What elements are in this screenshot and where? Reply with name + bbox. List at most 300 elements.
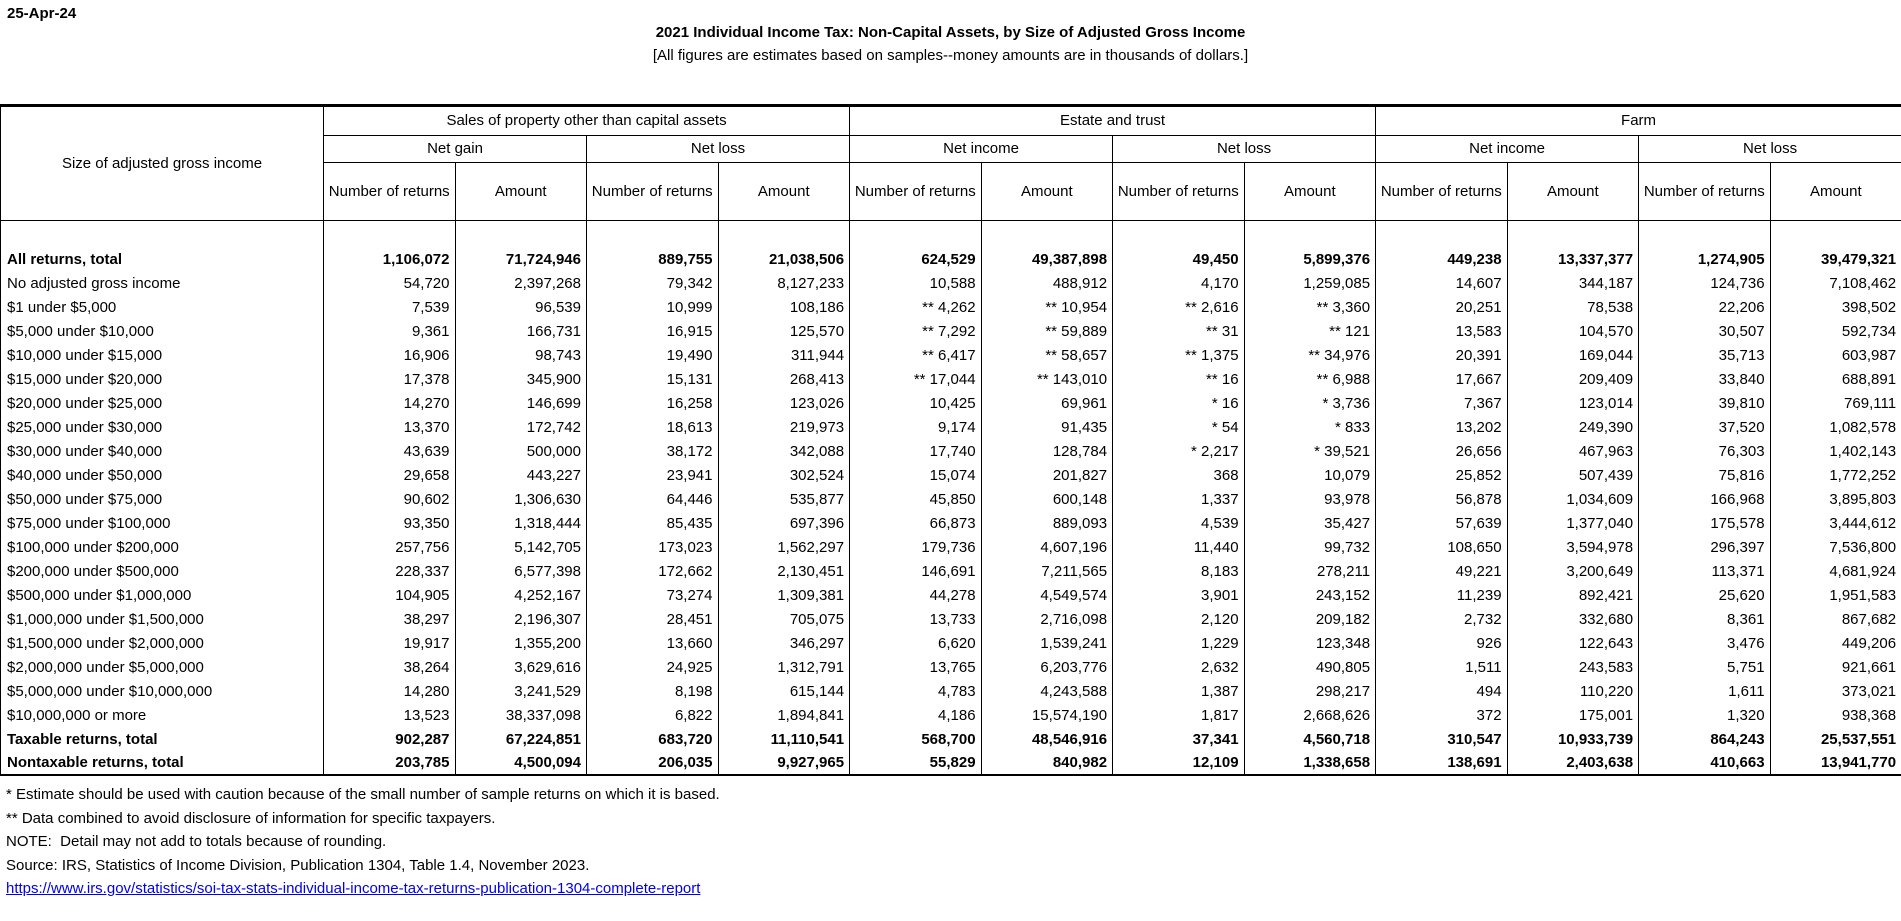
table-row bbox=[1, 751, 1901, 775]
cell: 1,817 bbox=[1113, 703, 1245, 727]
spacer-cell bbox=[1507, 220, 1639, 247]
cell: 173,023 bbox=[587, 535, 719, 559]
cell: 6,203,776 bbox=[981, 655, 1113, 679]
cell: * 833 bbox=[1244, 415, 1376, 439]
cell: 1,402,143 bbox=[1770, 439, 1901, 463]
cell: 372 bbox=[1376, 703, 1508, 727]
table-row bbox=[1, 391, 1901, 415]
cell: 64,446 bbox=[587, 487, 719, 511]
leaf-header-amount: Amount bbox=[1507, 162, 1639, 220]
page-title: 2021 Individual Income Tax: Non-Capital Assets, by Size of Adjusted Gross Income bbox=[655, 24, 1246, 41]
leaf-header-number-of-returns: Number of returns bbox=[1639, 162, 1771, 220]
cell: 2,397,268 bbox=[455, 271, 587, 295]
cell: 921,661 bbox=[1770, 655, 1901, 679]
cell: 4,783 bbox=[850, 679, 982, 703]
cell: 10,999 bbox=[587, 295, 719, 319]
cell: 85,435 bbox=[587, 511, 719, 535]
cell: 902,287 bbox=[324, 727, 456, 751]
cell: 2,716,098 bbox=[981, 607, 1113, 631]
cell: 113,371 bbox=[1639, 559, 1771, 583]
cell: 123,026 bbox=[718, 391, 850, 415]
cell: 332,680 bbox=[1507, 607, 1639, 631]
cell: ** 3,360 bbox=[1244, 295, 1376, 319]
cell: 123,014 bbox=[1507, 391, 1639, 415]
cell: 104,905 bbox=[324, 583, 456, 607]
cell: 91,435 bbox=[981, 415, 1113, 439]
leaf-header-number-of-returns: Number of returns bbox=[324, 162, 456, 220]
cell: 43,639 bbox=[324, 439, 456, 463]
row-label: No adjusted gross income bbox=[1, 271, 324, 295]
cell: 49,387,898 bbox=[981, 247, 1113, 271]
cell: 122,643 bbox=[1507, 631, 1639, 655]
cell: 15,574,190 bbox=[981, 703, 1113, 727]
cell: 49,221 bbox=[1376, 559, 1508, 583]
row-label: $15,000 under $20,000 bbox=[1, 367, 324, 391]
cell: 22,206 bbox=[1639, 295, 1771, 319]
table-row bbox=[1, 535, 1901, 559]
cell: 21,038,506 bbox=[718, 247, 850, 271]
cell: 23,941 bbox=[587, 463, 719, 487]
cell: 16,906 bbox=[324, 343, 456, 367]
cell: 20,391 bbox=[1376, 343, 1508, 367]
cell: 206,035 bbox=[587, 751, 719, 775]
cell: 615,144 bbox=[718, 679, 850, 703]
cell: 3,895,803 bbox=[1770, 487, 1901, 511]
cell: 624,529 bbox=[850, 247, 982, 271]
cell: 16,915 bbox=[587, 319, 719, 343]
cell: 769,111 bbox=[1770, 391, 1901, 415]
row-label: $30,000 under $40,000 bbox=[1, 439, 324, 463]
cell: 867,682 bbox=[1770, 607, 1901, 631]
leaf-header-amount: Amount bbox=[981, 162, 1113, 220]
cell: 16,258 bbox=[587, 391, 719, 415]
cell: 1,562,297 bbox=[718, 535, 850, 559]
cell: 683,720 bbox=[587, 727, 719, 751]
cell: 14,270 bbox=[324, 391, 456, 415]
cell: 166,731 bbox=[455, 319, 587, 343]
cell: 203,785 bbox=[324, 751, 456, 775]
cell: 4,500,094 bbox=[455, 751, 587, 775]
cell: 20,251 bbox=[1376, 295, 1508, 319]
cell: 26,656 bbox=[1376, 439, 1508, 463]
spacer-cell bbox=[850, 220, 982, 247]
cell: 3,476 bbox=[1639, 631, 1771, 655]
cell: 201,827 bbox=[981, 463, 1113, 487]
cell: 15,074 bbox=[850, 463, 982, 487]
cell: 1,355,200 bbox=[455, 631, 587, 655]
cell: 10,079 bbox=[1244, 463, 1376, 487]
row-label: $1 under $5,000 bbox=[1, 295, 324, 319]
spacer-cell bbox=[455, 220, 587, 247]
cell: 889,755 bbox=[587, 247, 719, 271]
cell: 1,309,381 bbox=[718, 583, 850, 607]
cell: ** 143,010 bbox=[981, 367, 1113, 391]
cell: 104,570 bbox=[1507, 319, 1639, 343]
cell: 12,109 bbox=[1113, 751, 1245, 775]
cell: 864,243 bbox=[1639, 727, 1771, 751]
leaf-header-number-of-returns: Number of returns bbox=[1376, 162, 1508, 220]
cell: 9,927,965 bbox=[718, 751, 850, 775]
table-row bbox=[1, 583, 1901, 607]
cell: 1,229 bbox=[1113, 631, 1245, 655]
cell: 6,822 bbox=[587, 703, 719, 727]
cell: 28,451 bbox=[587, 607, 719, 631]
cell: 66,873 bbox=[850, 511, 982, 535]
cell: 243,152 bbox=[1244, 583, 1376, 607]
cell: 128,784 bbox=[981, 439, 1113, 463]
cell: 69,961 bbox=[981, 391, 1113, 415]
cell: 9,361 bbox=[324, 319, 456, 343]
cell: 697,396 bbox=[718, 511, 850, 535]
leaf-header-number-of-returns: Number of returns bbox=[587, 162, 719, 220]
group-header-sales: Sales of property other than capital assets bbox=[324, 107, 850, 135]
row-label: $5,000,000 under $10,000,000 bbox=[1, 679, 324, 703]
cell: 79,342 bbox=[587, 271, 719, 295]
cell: 2,732 bbox=[1376, 607, 1508, 631]
cell: 1,511 bbox=[1376, 655, 1508, 679]
table-row bbox=[1, 703, 1901, 727]
row-label: $40,000 under $50,000 bbox=[1, 463, 324, 487]
leaf-header-number-of-returns: Number of returns bbox=[1113, 162, 1245, 220]
cell: 13,370 bbox=[324, 415, 456, 439]
cell: 209,409 bbox=[1507, 367, 1639, 391]
cell: 1,377,040 bbox=[1507, 511, 1639, 535]
cell: 311,944 bbox=[718, 343, 850, 367]
cell: 8,183 bbox=[1113, 559, 1245, 583]
table-row bbox=[1, 511, 1901, 535]
cell: 25,620 bbox=[1639, 583, 1771, 607]
cell: 467,963 bbox=[1507, 439, 1639, 463]
cell: 592,734 bbox=[1770, 319, 1901, 343]
subgroup-header-estate-net-income: Net income bbox=[850, 135, 1113, 162]
cell: 1,274,905 bbox=[1639, 247, 1771, 271]
cell: ** 31 bbox=[1113, 319, 1245, 343]
cell: * 54 bbox=[1113, 415, 1245, 439]
cell: 1,306,630 bbox=[455, 487, 587, 511]
spacer-cell bbox=[1639, 220, 1771, 247]
cell: 2,120 bbox=[1113, 607, 1245, 631]
cell: 57,639 bbox=[1376, 511, 1508, 535]
cell: 603,987 bbox=[1770, 343, 1901, 367]
cell: 346,297 bbox=[718, 631, 850, 655]
cell: 13,733 bbox=[850, 607, 982, 631]
cell: 1,082,578 bbox=[1770, 415, 1901, 439]
footnote-source: Source: IRS, Statistics of Income Division, Publication 1304, Table 1.4, November 2023. bbox=[6, 856, 590, 874]
cell: 38,264 bbox=[324, 655, 456, 679]
leaf-header-amount: Amount bbox=[455, 162, 587, 220]
cell: 17,667 bbox=[1376, 367, 1508, 391]
spacer-cell bbox=[1376, 220, 1508, 247]
cell: 249,390 bbox=[1507, 415, 1639, 439]
subgroup-header-sales-net-gain: Net gain bbox=[324, 135, 587, 162]
cell: 10,425 bbox=[850, 391, 982, 415]
cell: 146,691 bbox=[850, 559, 982, 583]
cell: 507,439 bbox=[1507, 463, 1639, 487]
cell: ** 59,889 bbox=[981, 319, 1113, 343]
cell: 368 bbox=[1113, 463, 1245, 487]
cell: 25,537,551 bbox=[1770, 727, 1901, 751]
cell: 268,413 bbox=[718, 367, 850, 391]
cell: 169,044 bbox=[1507, 343, 1639, 367]
cell: 494 bbox=[1376, 679, 1508, 703]
cell: 7,108,462 bbox=[1770, 271, 1901, 295]
row-label: $20,000 under $25,000 bbox=[1, 391, 324, 415]
leaf-header-number-of-returns: Number of returns bbox=[850, 162, 982, 220]
cell: 35,427 bbox=[1244, 511, 1376, 535]
cell: 108,650 bbox=[1376, 535, 1508, 559]
cell: 1,259,085 bbox=[1244, 271, 1376, 295]
cell: 71,724,946 bbox=[455, 247, 587, 271]
cell: ** 1,375 bbox=[1113, 343, 1245, 367]
cell: 37,520 bbox=[1639, 415, 1771, 439]
cell: ** 6,988 bbox=[1244, 367, 1376, 391]
cell: 398,502 bbox=[1770, 295, 1901, 319]
cell: 4,560,718 bbox=[1244, 727, 1376, 751]
cell: 310,547 bbox=[1376, 727, 1508, 751]
cell: 33,840 bbox=[1639, 367, 1771, 391]
cell: 124,736 bbox=[1639, 271, 1771, 295]
table-row bbox=[1, 631, 1901, 655]
table-header bbox=[1, 107, 1901, 220]
spacer-cell bbox=[718, 220, 850, 247]
cell: 11,110,541 bbox=[718, 727, 850, 751]
source-link[interactable]: https://www.irs.gov/statistics/soi-tax-stats-individual-income-tax-returns-publication-1304-complete-report bbox=[6, 880, 701, 897]
cell: 443,227 bbox=[455, 463, 587, 487]
spacer-cell bbox=[587, 220, 719, 247]
cell: 344,187 bbox=[1507, 271, 1639, 295]
cell: 17,740 bbox=[850, 439, 982, 463]
cell: 138,691 bbox=[1376, 751, 1508, 775]
cell: 3,241,529 bbox=[455, 679, 587, 703]
cell: 6,620 bbox=[850, 631, 982, 655]
cell: 889,093 bbox=[981, 511, 1113, 535]
cell: ** 34,976 bbox=[1244, 343, 1376, 367]
subgroup-header-farm-net-loss: Net loss bbox=[1639, 135, 1901, 162]
cell: 7,367 bbox=[1376, 391, 1508, 415]
table-row bbox=[1, 463, 1901, 487]
cell: 373,021 bbox=[1770, 679, 1901, 703]
cell: 8,127,233 bbox=[718, 271, 850, 295]
cell: 5,899,376 bbox=[1244, 247, 1376, 271]
table-row bbox=[1, 247, 1901, 271]
cell: 2,403,638 bbox=[1507, 751, 1639, 775]
cell: 3,629,616 bbox=[455, 655, 587, 679]
cell: * 2,217 bbox=[1113, 439, 1245, 463]
spacer-cell bbox=[1113, 220, 1245, 247]
cell: 10,588 bbox=[850, 271, 982, 295]
subgroup-header-sales-net-loss: Net loss bbox=[587, 135, 850, 162]
cell: 13,765 bbox=[850, 655, 982, 679]
title-block bbox=[0, 0, 1901, 65]
table-row bbox=[1, 319, 1901, 343]
cell: 5,142,705 bbox=[455, 535, 587, 559]
row-label: $500,000 under $1,000,000 bbox=[1, 583, 324, 607]
cell: 75,816 bbox=[1639, 463, 1771, 487]
cell: 172,742 bbox=[455, 415, 587, 439]
subgroup-header-farm-net-income: Net income bbox=[1376, 135, 1639, 162]
row-label: $50,000 under $75,000 bbox=[1, 487, 324, 511]
cell: 488,912 bbox=[981, 271, 1113, 295]
row-label: $5,000 under $10,000 bbox=[1, 319, 324, 343]
cell: 172,662 bbox=[587, 559, 719, 583]
cell: 13,941,770 bbox=[1770, 751, 1901, 775]
cell: 99,732 bbox=[1244, 535, 1376, 559]
cell: 175,578 bbox=[1639, 511, 1771, 535]
cell: 175,001 bbox=[1507, 703, 1639, 727]
row-label: $1,500,000 under $2,000,000 bbox=[1, 631, 324, 655]
cell: ** 4,262 bbox=[850, 295, 982, 319]
cell: 19,917 bbox=[324, 631, 456, 655]
cell: 3,200,649 bbox=[1507, 559, 1639, 583]
cell: 410,663 bbox=[1639, 751, 1771, 775]
group-header-farm: Farm bbox=[1376, 107, 1901, 135]
cell: 56,878 bbox=[1376, 487, 1508, 511]
cell: 90,602 bbox=[324, 487, 456, 511]
cell: 5,751 bbox=[1639, 655, 1771, 679]
cell: 4,243,588 bbox=[981, 679, 1113, 703]
cell: 219,973 bbox=[718, 415, 850, 439]
cell: 48,546,916 bbox=[981, 727, 1113, 751]
row-label: $10,000 under $15,000 bbox=[1, 343, 324, 367]
cell: 705,075 bbox=[718, 607, 850, 631]
cell: 18,613 bbox=[587, 415, 719, 439]
cell: ** 17,044 bbox=[850, 367, 982, 391]
cell: 37,341 bbox=[1113, 727, 1245, 751]
cell: 93,350 bbox=[324, 511, 456, 535]
footnote-single-asterisk: * Estimate should be used with caution because of the small number of sample returns on which it is based. bbox=[6, 786, 720, 803]
cell: ** 6,417 bbox=[850, 343, 982, 367]
cell: 4,549,574 bbox=[981, 583, 1113, 607]
cell: 535,877 bbox=[718, 487, 850, 511]
cell: 19,490 bbox=[587, 343, 719, 367]
cell: 3,594,978 bbox=[1507, 535, 1639, 559]
spacer-row bbox=[1, 220, 1901, 247]
cell: 13,523 bbox=[324, 703, 456, 727]
cell: 7,211,565 bbox=[981, 559, 1113, 583]
table-row bbox=[1, 607, 1901, 631]
date-label: 25-Apr-24 bbox=[7, 5, 77, 22]
table-row bbox=[1, 415, 1901, 439]
cell: 345,900 bbox=[455, 367, 587, 391]
cell: 449,206 bbox=[1770, 631, 1901, 655]
table-row bbox=[1, 655, 1901, 679]
table-body bbox=[1, 220, 1901, 775]
cell: 39,810 bbox=[1639, 391, 1771, 415]
table-row bbox=[1, 727, 1901, 751]
row-label: $100,000 under $200,000 bbox=[1, 535, 324, 559]
cell: 278,211 bbox=[1244, 559, 1376, 583]
cell: 1,539,241 bbox=[981, 631, 1113, 655]
cell: 600,148 bbox=[981, 487, 1113, 511]
cell: 38,337,098 bbox=[455, 703, 587, 727]
cell: 67,224,851 bbox=[455, 727, 587, 751]
cell: 13,583 bbox=[1376, 319, 1508, 343]
cell: 98,743 bbox=[455, 343, 587, 367]
cell: 76,303 bbox=[1639, 439, 1771, 463]
cell: ** 2,616 bbox=[1113, 295, 1245, 319]
cell: 8,198 bbox=[587, 679, 719, 703]
cell: 1,034,609 bbox=[1507, 487, 1639, 511]
cell: * 39,521 bbox=[1244, 439, 1376, 463]
cell: 39,479,321 bbox=[1770, 247, 1901, 271]
cell: 4,252,167 bbox=[455, 583, 587, 607]
cell: 938,368 bbox=[1770, 703, 1901, 727]
table-row bbox=[1, 295, 1901, 319]
cell: 45,850 bbox=[850, 487, 982, 511]
cell: 500,000 bbox=[455, 439, 587, 463]
cell: 568,700 bbox=[850, 727, 982, 751]
row-label: $10,000,000 or more bbox=[1, 703, 324, 727]
cell: 73,274 bbox=[587, 583, 719, 607]
cell: 2,632 bbox=[1113, 655, 1245, 679]
cell: 93,978 bbox=[1244, 487, 1376, 511]
cell: 1,772,252 bbox=[1770, 463, 1901, 487]
cell: 926 bbox=[1376, 631, 1508, 655]
cell: 298,217 bbox=[1244, 679, 1376, 703]
cell: 1,312,791 bbox=[718, 655, 850, 679]
cell: 1,387 bbox=[1113, 679, 1245, 703]
cell: 4,681,924 bbox=[1770, 559, 1901, 583]
row-label: All returns, total bbox=[1, 247, 324, 271]
cell: 228,337 bbox=[324, 559, 456, 583]
cell: 13,202 bbox=[1376, 415, 1508, 439]
cell: ** 10,954 bbox=[981, 295, 1113, 319]
cell: 840,982 bbox=[981, 751, 1113, 775]
cell: * 3,736 bbox=[1244, 391, 1376, 415]
cell: 7,536,800 bbox=[1770, 535, 1901, 559]
cell: 55,829 bbox=[850, 751, 982, 775]
cell: 15,131 bbox=[587, 367, 719, 391]
row-label: $75,000 under $100,000 bbox=[1, 511, 324, 535]
cell: 25,852 bbox=[1376, 463, 1508, 487]
row-label: $2,000,000 under $5,000,000 bbox=[1, 655, 324, 679]
subgroup-header-estate-net-loss: Net loss bbox=[1113, 135, 1376, 162]
footnote-double-asterisk: ** Data combined to avoid disclosure of information for specific taxpayers. bbox=[6, 809, 496, 827]
row-label: $1,000,000 under $1,500,000 bbox=[1, 607, 324, 631]
cell: 13,337,377 bbox=[1507, 247, 1639, 271]
cell: 24,925 bbox=[587, 655, 719, 679]
cell: 1,338,658 bbox=[1244, 751, 1376, 775]
cell: 8,361 bbox=[1639, 607, 1771, 631]
cell: 125,570 bbox=[718, 319, 850, 343]
cell: 13,660 bbox=[587, 631, 719, 655]
page-subtitle: [All figures are estimates based on samples--money amounts are in thousands of dollars.] bbox=[652, 47, 1249, 64]
cell: 209,182 bbox=[1244, 607, 1376, 631]
row-label: $25,000 under $30,000 bbox=[1, 415, 324, 439]
cell: 7,539 bbox=[324, 295, 456, 319]
cell: 1,318,444 bbox=[455, 511, 587, 535]
footnotes bbox=[0, 776, 1901, 901]
cell: 17,378 bbox=[324, 367, 456, 391]
cell: 166,968 bbox=[1639, 487, 1771, 511]
cell: 11,239 bbox=[1376, 583, 1508, 607]
cell: 257,756 bbox=[324, 535, 456, 559]
cell: 2,668,626 bbox=[1244, 703, 1376, 727]
row-label: $200,000 under $500,000 bbox=[1, 559, 324, 583]
cell: 38,172 bbox=[587, 439, 719, 463]
spacer-cell bbox=[324, 220, 456, 247]
table-row bbox=[1, 559, 1901, 583]
footnote-note: NOTE: Detail may not add to totals because of rounding. bbox=[6, 833, 387, 850]
cell: 4,539 bbox=[1113, 511, 1245, 535]
cell: 4,186 bbox=[850, 703, 982, 727]
cell: * 16 bbox=[1113, 391, 1245, 415]
spacer-cell bbox=[1244, 220, 1376, 247]
cell: 4,607,196 bbox=[981, 535, 1113, 559]
cell: 11,440 bbox=[1113, 535, 1245, 559]
table-row bbox=[1, 343, 1901, 367]
row-label: Nontaxable returns, total bbox=[1, 751, 324, 775]
